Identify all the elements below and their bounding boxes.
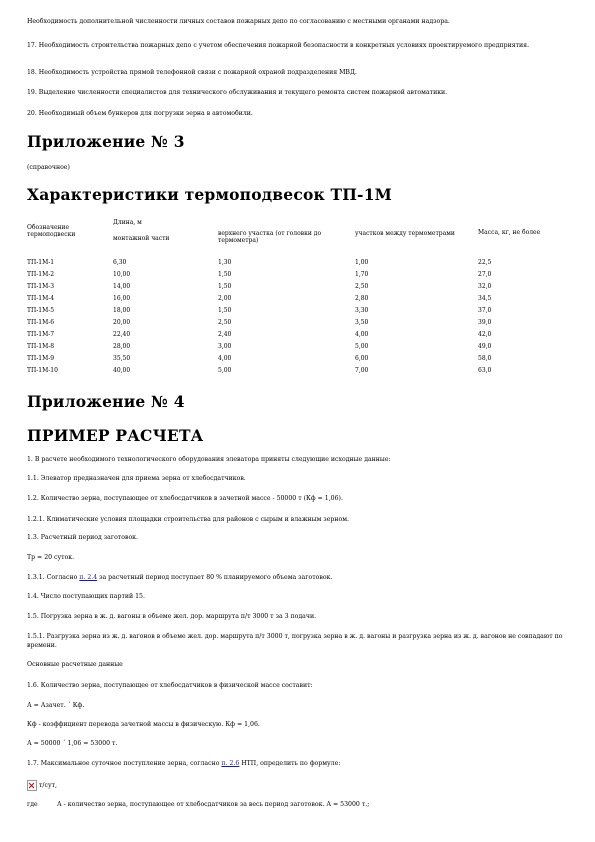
table-cell: 1,00 xyxy=(355,259,369,266)
calc-p16 xyxy=(27,760,572,769)
clause-2-6-link[interactable]: п. 2.6 xyxy=(221,760,240,767)
calc-p4: 1.2.1. Климатические условия площадки строительства для районов с сырым и влажным зерном. xyxy=(27,516,349,523)
table-cell: 1,30 xyxy=(218,259,232,266)
table-row xyxy=(27,271,572,283)
table-cell: 1,50 xyxy=(218,271,232,278)
table-cell: 2,40 xyxy=(218,331,232,338)
table-cell: 7,00 xyxy=(355,367,369,374)
table-cell: 3,00 xyxy=(218,343,232,350)
calc-p11: Основные расчетные данные xyxy=(27,661,123,668)
formula-unit: т/сут, xyxy=(39,782,58,789)
table-cell: 28,00 xyxy=(113,343,131,350)
calc-p16-text-end: НТП, определить по формуле: xyxy=(239,760,341,767)
appendix-4-heading: Приложение № 4 xyxy=(27,392,185,411)
calc-p13: А = Азачет. ´ Кф. xyxy=(27,702,85,709)
calc-p18 xyxy=(27,801,572,810)
table-cell: 37,0 xyxy=(478,307,492,314)
header-mounting: монтажной части xyxy=(113,235,170,242)
table-header-row xyxy=(27,219,572,229)
table-cell: 42,0 xyxy=(478,331,492,338)
table-cell: 27,0 xyxy=(478,271,492,278)
table-cell: 4,00 xyxy=(218,355,232,362)
calc-p14: Кф - коэффициент перевода зачетной массы в физическую. Кф = 1,06. xyxy=(27,721,260,728)
where-definition: А - количество зерна, поступающее от хлебосдатчиков за весь период заготовок. А = 53000 т.; xyxy=(57,801,370,808)
table-row xyxy=(27,283,572,295)
calc-p12: 1.6. Количество зерна, поступающее от хлебосдатчиков в физической массе составит: xyxy=(27,682,313,689)
table-cell: 3,50 xyxy=(355,319,369,326)
table-cell: ТП-1М-8 xyxy=(27,343,55,350)
table-cell: 6,00 xyxy=(355,355,369,362)
table-cell: ТП-1М-4 xyxy=(27,295,55,302)
table-row xyxy=(27,367,572,379)
example-heading: ПРИМЕР РАСЧЕТА xyxy=(27,426,204,445)
table-cell: 1,70 xyxy=(355,271,369,278)
header-length: Длина, м xyxy=(113,219,142,226)
clause-2-4-link[interactable]: п. 2.4 xyxy=(79,574,98,581)
table-title: Характеристики термоподвесок ТП-1М xyxy=(27,185,393,204)
table-cell: 16,00 xyxy=(113,295,131,302)
table-cell: 49,0 xyxy=(478,343,492,350)
calc-p2: 1.1. Элеватор предназначен для приема зерна от хлебосдатчиков. xyxy=(27,475,246,482)
header-between: участков между термометрами xyxy=(355,230,455,237)
table-row xyxy=(27,343,572,355)
calc-p1: 1. В расчете необходимого технологического оборудования элеватора приняты следующие исходные данные: xyxy=(27,456,391,463)
table-row xyxy=(27,331,572,343)
table-cell: 4,00 xyxy=(355,331,369,338)
table-row xyxy=(27,295,572,307)
paragraph-17: 17. Необходимость строительства пожарных депо с учетом обеспечения пожарной безопасности в конкретных условиях проектируемого предприятия. xyxy=(27,42,530,49)
calc-p7-text: 1.3.1. Согласно xyxy=(27,574,80,581)
table-cell: 22,5 xyxy=(478,259,492,266)
table-cell: 10,00 xyxy=(113,271,131,278)
table-cell: ТП-1М-10 xyxy=(27,367,58,374)
appendix-3-heading: Приложение № 3 xyxy=(27,132,185,151)
calc-p5: 1.3. Расчетный период заготовок. xyxy=(27,534,139,541)
table-row xyxy=(27,319,572,331)
table-cell: 22,40 xyxy=(113,331,131,338)
table-cell: 5,00 xyxy=(218,367,232,374)
paragraph-20: 20. Необходимый объем бункеров для погрузки зерна в автомобили. xyxy=(27,110,253,117)
header-designation: Обозначение термоподвески xyxy=(27,224,76,238)
thermo-table xyxy=(27,219,572,379)
table-cell: 58,0 xyxy=(478,355,492,362)
table-cell: 34,5 xyxy=(478,295,492,302)
table-cell: 1,50 xyxy=(218,283,232,290)
table-cell: 32,0 xyxy=(478,283,492,290)
table-cell: 18,00 xyxy=(113,307,131,314)
calc-p16-text: 1.7. Максимальное суточное поступление зерна, согласно xyxy=(27,760,222,767)
calc-p6: Тр = 20 суток. xyxy=(27,554,75,561)
table-cell: 2,50 xyxy=(355,283,369,290)
table-cell: 14,00 xyxy=(113,283,131,290)
table-cell: 6,30 xyxy=(113,259,127,266)
calc-p7 xyxy=(27,574,572,583)
calc-p3: 1.2. Количество зерна, поступающее от хлебосдатчиков в зачетной массе - 50000 т (Кф = 1,06). xyxy=(27,495,343,502)
table-cell: 39,0 xyxy=(478,319,492,326)
paragraph-16: Необходимость дополнительной численности личных составов пожарных депо по согласованию с местными органами надзора. xyxy=(27,18,450,25)
appendix-3-note: (справочное) xyxy=(27,164,70,171)
table-cell: ТП-1М-6 xyxy=(27,319,55,326)
table-row xyxy=(27,259,572,271)
table-cell: ТП-1М-2 xyxy=(27,271,55,278)
table-cell: 2,50 xyxy=(218,319,232,326)
calc-p15: А = 50000 ´ 1,06 = 53000 т. xyxy=(27,740,118,747)
table-cell: ТП-1М-5 xyxy=(27,307,55,314)
table-cell: 40,00 xyxy=(113,367,131,374)
table-cell: 5,00 xyxy=(355,343,369,350)
table-cell: ТП-1М-9 xyxy=(27,355,55,362)
table-cell: ТП-1М-1 xyxy=(27,259,55,266)
table-cell: 20,00 xyxy=(113,319,131,326)
table-row xyxy=(27,307,572,319)
calc-p10: 1.5.1. Разгрузка зерна из ж. д. вагонов в объеме жел. дор. маршрута п/т 3000 т, погрузка зерна в ж. д. вагоны и разгрузка зерна из ж. д. вагонов не совпадают по времени. xyxy=(27,633,563,649)
table-cell: 3,30 xyxy=(355,307,369,314)
table-cell: 2,80 xyxy=(355,295,369,302)
header-mass: Масса, кг, не более xyxy=(478,229,541,236)
table-cell: 63,0 xyxy=(478,367,492,374)
table-cell: 2,00 xyxy=(218,295,232,302)
header-upper: верхнего участка (от головки до термометра) xyxy=(218,230,322,244)
table-cell: ТП-1М-7 xyxy=(27,331,55,338)
where-label: где xyxy=(27,801,38,808)
paragraph-18: 18. Необходимость устройства прямой телефонной связи с пожарной охраной подразделения МВД. xyxy=(27,69,357,76)
table-cell: 1,50 xyxy=(218,307,232,314)
calc-p17 xyxy=(27,780,572,791)
table-cell: 35,50 xyxy=(113,355,131,362)
calc-p8: 1.4. Число поступающих партий 15. xyxy=(27,593,145,600)
table-cell: ТП-1М-3 xyxy=(27,283,55,290)
paragraph-19: 19. Выделение численности специалистов для технического обслуживания и текущего ремонта систем пожарной автоматики. xyxy=(27,89,448,96)
calc-p7-text-end: за расчетный период поступает 80 % планируемого объема заготовок. xyxy=(97,574,333,581)
broken-image-icon xyxy=(27,780,37,791)
calc-p9: 1.5. Погрузка зерна в ж. д. вагоны в объеме жел. дор. маршрута п/т 3000 т за 3 подачи. xyxy=(27,613,317,620)
table-row xyxy=(27,355,572,367)
